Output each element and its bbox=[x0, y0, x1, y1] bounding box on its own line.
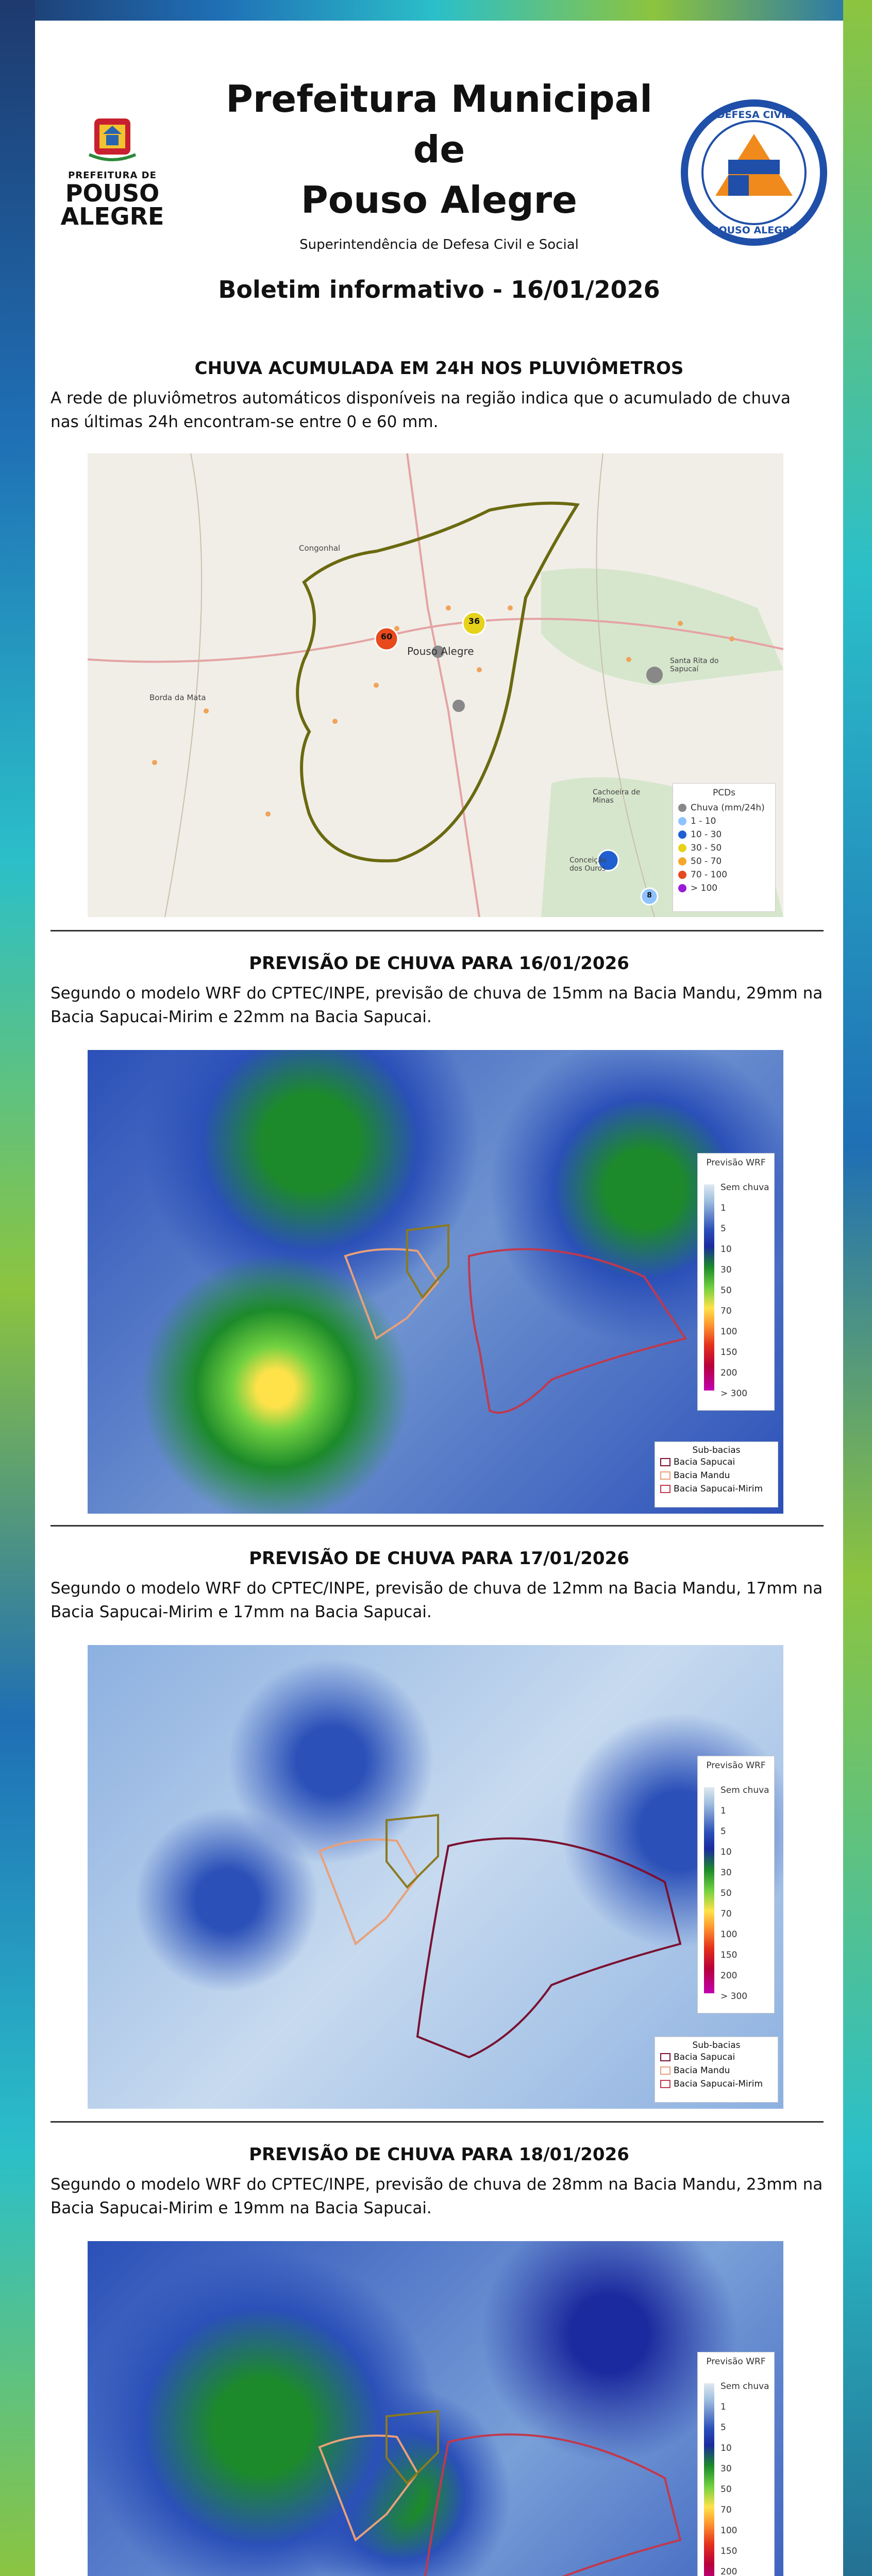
map-town-label-2: Borda da Mata bbox=[149, 693, 206, 702]
pcd-legend-title: PCDs bbox=[712, 788, 736, 798]
pcd-legend-rows bbox=[678, 801, 770, 895]
subbasin-legend-rows-day1 bbox=[660, 1455, 773, 1496]
colorbar-tick-label: 200 bbox=[720, 1368, 737, 1378]
page-subtitle: Superintendência de Defesa Civil e Social bbox=[299, 237, 579, 252]
section2-text: Segundo o modelo WRF do CPTEC/INPE, previsão de chuva de 15mm na Bacia Mandu, 29mm na Bacia Sapucai-Mirim e 22mm na Bacia Sapucai. bbox=[51, 984, 823, 1026]
subbasin-legend-day2 bbox=[655, 2037, 778, 2103]
colorbar-tick-label: 150 bbox=[720, 1347, 737, 1358]
colorbar-tick-label: 1 bbox=[720, 2402, 726, 2412]
pcd-legend-row bbox=[678, 868, 770, 882]
wrf-map-day2[interactable] bbox=[88, 1645, 783, 2109]
colorbar-tick-label: 50 bbox=[720, 2484, 732, 2495]
legend-dot-icon bbox=[678, 884, 686, 892]
subbasin-legend-row bbox=[660, 2050, 773, 2064]
wrf-legend-day2 bbox=[697, 1756, 775, 2013]
map-town-label-5: Conceição dos Ouros bbox=[569, 856, 607, 873]
subbasin-legend-title-day1: Sub-bacias bbox=[692, 1445, 741, 1455]
subbasin-swatch-icon bbox=[660, 1485, 670, 1493]
colorbar-tick-label: 100 bbox=[720, 1327, 737, 1337]
pcd-legend-label: 50 - 70 bbox=[691, 856, 722, 867]
wrf-legend-title-day3: Previsão WRF bbox=[706, 2357, 766, 2367]
header bbox=[35, 21, 843, 309]
colorbar-tick-label: 10 bbox=[720, 1847, 732, 1857]
divider bbox=[51, 930, 824, 931]
wrf-legend-day3 bbox=[697, 2352, 775, 2576]
defesa-civil-bottom-text: POUSO ALEGRE bbox=[711, 225, 797, 236]
subbasin-legend-title-day2: Sub-bacias bbox=[692, 2040, 741, 2050]
page-title-line3: Pouso Alegre bbox=[301, 178, 577, 222]
pcd-legend-label: 30 - 50 bbox=[691, 843, 722, 853]
wrf-map-day1[interactable] bbox=[88, 1050, 783, 1514]
wrf-legend-title-day1: Previsão WRF bbox=[706, 1158, 766, 1168]
pcd-legend-row bbox=[678, 815, 770, 828]
pcd-legend-label: 10 - 30 bbox=[691, 829, 722, 840]
divider bbox=[51, 2121, 824, 2123]
subbasin-swatch-icon bbox=[660, 1471, 670, 1480]
colorbar-tick-label: > 300 bbox=[720, 1991, 748, 2002]
legend-dot-icon bbox=[678, 817, 686, 825]
city-logo-line2: ALEGRE bbox=[60, 202, 164, 230]
map-bubble-2[interactable]: 36 bbox=[468, 616, 480, 626]
subbasin-swatch-icon bbox=[660, 2053, 670, 2061]
wrf-legend-title-day2: Previsão WRF bbox=[706, 1760, 766, 1771]
colorbar-tick-label: 30 bbox=[720, 1265, 732, 1275]
pcd-legend-row bbox=[678, 801, 770, 815]
pcd-legend bbox=[673, 783, 776, 912]
colorbar-tick-label: 5 bbox=[720, 1826, 726, 1837]
map-city-label: Pouso Alegre bbox=[407, 645, 474, 657]
colorbar-tick-label: 1 bbox=[720, 1203, 726, 1213]
colorbar-tick-label: 10 bbox=[720, 2443, 732, 2453]
subbasin-legend-row bbox=[660, 1455, 773, 1469]
legend-dot-icon bbox=[678, 804, 686, 812]
bulletin-date: Boletim informativo - 16/01/2026 bbox=[218, 276, 660, 303]
legend-dot-icon bbox=[678, 831, 686, 839]
section4-title: PREVISÃO DE CHUVA PARA 18/01/2026 bbox=[249, 2144, 629, 2165]
colorbar-tick-label: 5 bbox=[720, 2422, 726, 2433]
map-bubble-3[interactable]: 8 bbox=[647, 891, 652, 900]
colorbar-tick-label: 150 bbox=[720, 1950, 737, 1960]
wrf-colorbar-day2 bbox=[704, 1787, 714, 1993]
subbasin-label: Bacia Sapucai bbox=[674, 2052, 735, 2062]
colorbar-tick-label: 10 bbox=[720, 1244, 732, 1255]
pcd-legend-label: 1 - 10 bbox=[691, 816, 716, 826]
wrf-colorbar-day1 bbox=[704, 1184, 714, 1391]
pcd-legend-row bbox=[678, 855, 770, 868]
subbasin-label: Bacia Mandu bbox=[674, 2065, 730, 2076]
colorbar-tick-label: 200 bbox=[720, 2567, 737, 2576]
subbasin-legend-row bbox=[660, 2064, 773, 2077]
wrf-basins-day3 bbox=[88, 2241, 783, 2576]
colorbar-tick-label: 50 bbox=[720, 1285, 732, 1296]
page-title-line2: de bbox=[413, 128, 465, 171]
colorbar-tick-label: 30 bbox=[720, 1868, 732, 1878]
subbasin-legend-row bbox=[660, 2077, 773, 2091]
subbasin-label: Bacia Sapucai-Mirim bbox=[674, 2079, 763, 2089]
subbasin-swatch-icon bbox=[660, 2066, 670, 2075]
legend-dot-icon bbox=[678, 844, 686, 852]
subbasin-swatch-icon bbox=[660, 1458, 670, 1466]
map-town-label-3: Santa Rita do Sapucaí bbox=[670, 657, 719, 673]
map-town-label-4: Cachoeira de Minas bbox=[593, 788, 641, 805]
colorbar-tick-label: 150 bbox=[720, 2546, 737, 2556]
pcd-legend-row bbox=[678, 882, 770, 895]
colorbar-tick-label: 30 bbox=[720, 2464, 732, 2474]
colorbar-tick-label: 200 bbox=[720, 1971, 737, 1981]
legend-dot-icon bbox=[678, 857, 686, 866]
pcd-legend-label: 70 - 100 bbox=[691, 870, 728, 880]
page-title-line1: Prefeitura Municipal bbox=[226, 77, 652, 121]
defesa-civil-top-text: DEFESA CIVIL bbox=[716, 109, 792, 121]
colorbar-tick-label: 70 bbox=[720, 2505, 732, 2515]
subbasin-legend-row bbox=[660, 1482, 773, 1496]
wrf-map-day3[interactable] bbox=[88, 2241, 783, 2576]
colorbar-tick-label: 5 bbox=[720, 1224, 726, 1234]
subbasin-label: Bacia Sapucai bbox=[674, 1457, 735, 1467]
wrf-legend-day1 bbox=[697, 1153, 775, 1411]
city-logo-small-text: PREFEITURA DE bbox=[68, 170, 157, 181]
city-logo-line1: POUSO bbox=[65, 179, 160, 207]
subbasin-label: Bacia Sapucai-Mirim bbox=[674, 1484, 763, 1494]
section4-text: Segundo o modelo WRF do CPTEC/INPE, previsão de chuva de 28mm na Bacia Mandu, 23mm na Bacia Sapucai-Mirim e 19mm na Bacia Sapucai. bbox=[51, 2175, 823, 2217]
colorbar-tick-label: 1 bbox=[720, 1806, 726, 1816]
subbasin-swatch-icon bbox=[660, 2080, 670, 2088]
pcd-legend-label: > 100 bbox=[691, 883, 718, 893]
divider bbox=[51, 1525, 824, 1527]
section1-title: CHUVA ACUMULADA EM 24H NOS PLUVIÔMETROS bbox=[194, 358, 684, 379]
colorbar-tick-label: 100 bbox=[720, 1929, 737, 1940]
section2-title: PREVISÃO DE CHUVA PARA 16/01/2026 bbox=[249, 953, 629, 974]
defesa-civil-logo bbox=[679, 98, 829, 247]
wrf-colorbar-day3 bbox=[704, 2383, 714, 2576]
map-bubble-1[interactable]: 60 bbox=[380, 632, 393, 641]
colorbar-tick-label: 50 bbox=[720, 1888, 732, 1899]
pcd-legend-row bbox=[678, 841, 770, 855]
section1-text: A rede de pluviômetros automáticos disponíveis na região indica que o acumulado de chuva nas últimas 24h encontram-se entre 0 e 60 mm. bbox=[51, 389, 791, 431]
colorbar-tick-label: > 300 bbox=[720, 1388, 748, 1399]
colorbar-tick-label: 100 bbox=[720, 2526, 737, 2536]
rain-gauge-map[interactable] bbox=[88, 453, 783, 917]
subbasin-legend-day1 bbox=[655, 1442, 778, 1507]
colorbar-tick-label: Sem chuva bbox=[720, 2381, 769, 2392]
section3-title: PREVISÃO DE CHUVA PARA 17/01/2026 bbox=[249, 1548, 629, 1569]
map-town-label-1: Congonhal bbox=[299, 544, 341, 553]
colorbar-tick-label: Sem chuva bbox=[720, 1182, 769, 1193]
pcd-legend-label: Chuva (mm/24h) bbox=[691, 803, 765, 813]
colorbar-tick-label: 70 bbox=[720, 1909, 732, 1919]
subbasin-label: Bacia Mandu bbox=[674, 1470, 730, 1481]
pcd-legend-row bbox=[678, 828, 770, 841]
subbasin-legend-row bbox=[660, 1469, 773, 1482]
colorbar-tick-label: Sem chuva bbox=[720, 1785, 769, 1795]
bulletin-sheet bbox=[35, 21, 843, 2576]
section3-text: Segundo o modelo WRF do CPTEC/INPE, previsão de chuva de 12mm na Bacia Mandu, 17mm na Bacia Sapucai-Mirim e 17mm na Bacia Sapucai. bbox=[51, 1579, 823, 1621]
colorbar-tick-label: 70 bbox=[720, 1306, 732, 1316]
subbasin-legend-rows-day2 bbox=[660, 2050, 773, 2091]
legend-dot-icon bbox=[678, 871, 686, 879]
